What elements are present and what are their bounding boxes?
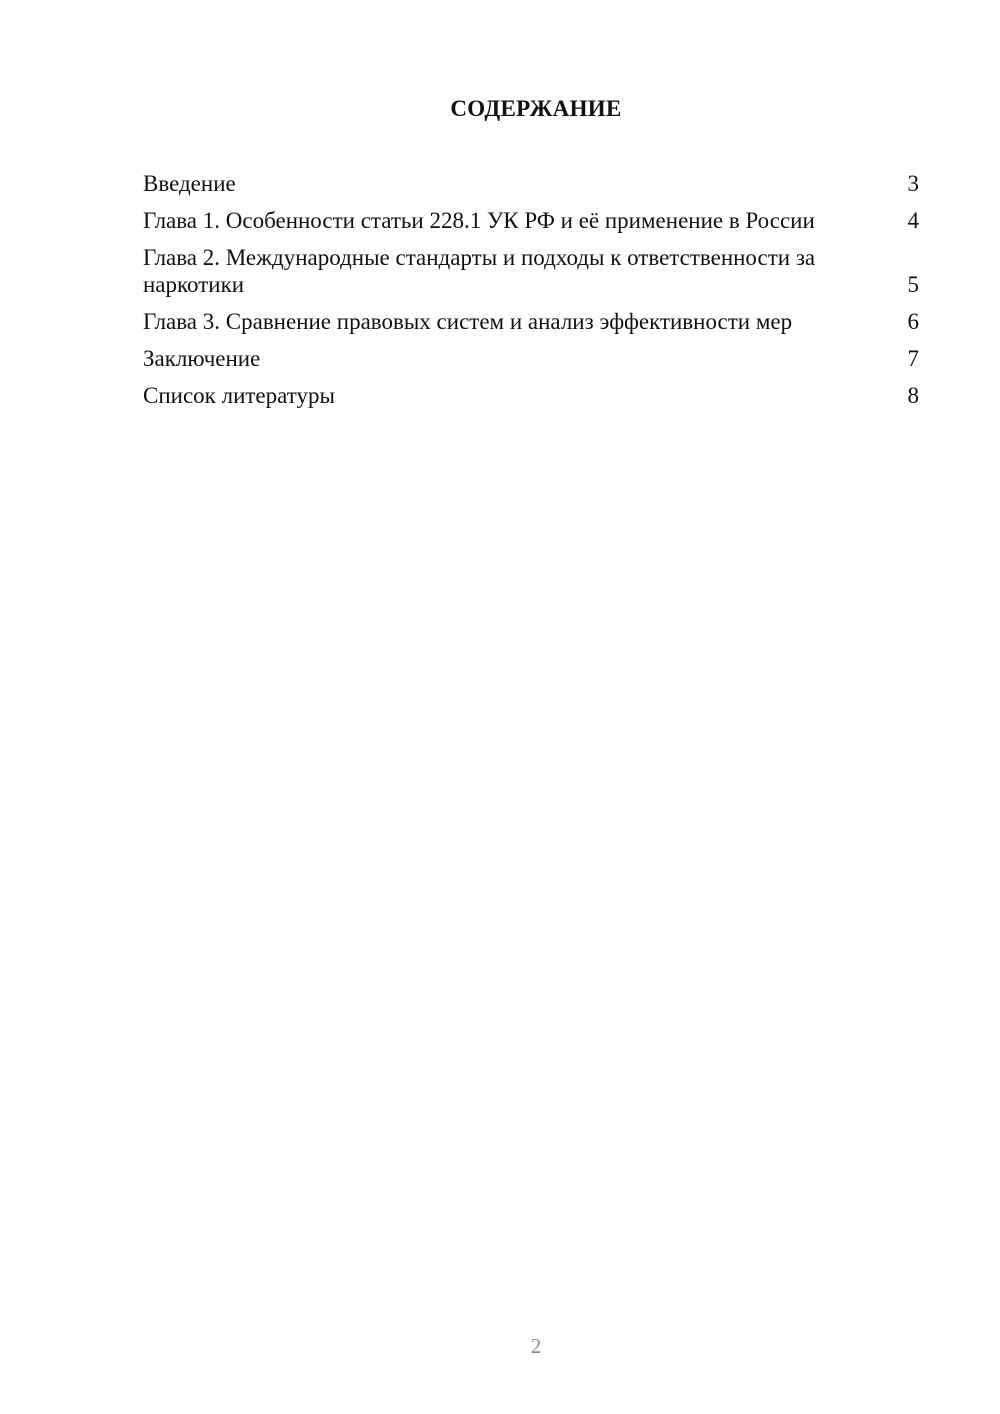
- toc-entry-page: 5: [907, 272, 919, 297]
- toc-entry-page: 7: [907, 346, 919, 371]
- toc-entry-references[interactable]: [143, 382, 919, 409]
- toc-entry-chapter-1[interactable]: [143, 207, 919, 234]
- toc-entry-text: Заключение: [143, 346, 261, 371]
- toc-entry-page: 8: [907, 383, 919, 408]
- toc-entry-text: Глава 2. Международные стандарты и подходы к ответственности за наркотики: [143, 245, 816, 297]
- toc-entry-conclusion[interactable]: [143, 345, 919, 372]
- toc-entry-page: 4: [907, 208, 919, 233]
- toc-entry-text: Список литературы: [143, 383, 335, 408]
- toc-entry-page: 3: [907, 171, 919, 196]
- table-of-contents: [143, 170, 919, 419]
- page-number: 2: [530, 1334, 542, 1358]
- toc-entry-introduction[interactable]: [143, 170, 919, 197]
- toc-entry-text: Введение: [143, 171, 236, 196]
- toc-entry-text: Глава 3. Сравнение правовых систем и анализ эффективности мер: [143, 309, 793, 334]
- toc-entry-page: 6: [907, 309, 919, 334]
- toc-entry-chapter-3[interactable]: [143, 308, 919, 335]
- toc-entry-text: Глава 1. Особенности статьи 228.1 УК РФ и её применение в России: [143, 208, 815, 233]
- toc-title: СОДЕРЖАНИЕ: [450, 96, 622, 121]
- toc-entry-chapter-2[interactable]: [143, 244, 919, 298]
